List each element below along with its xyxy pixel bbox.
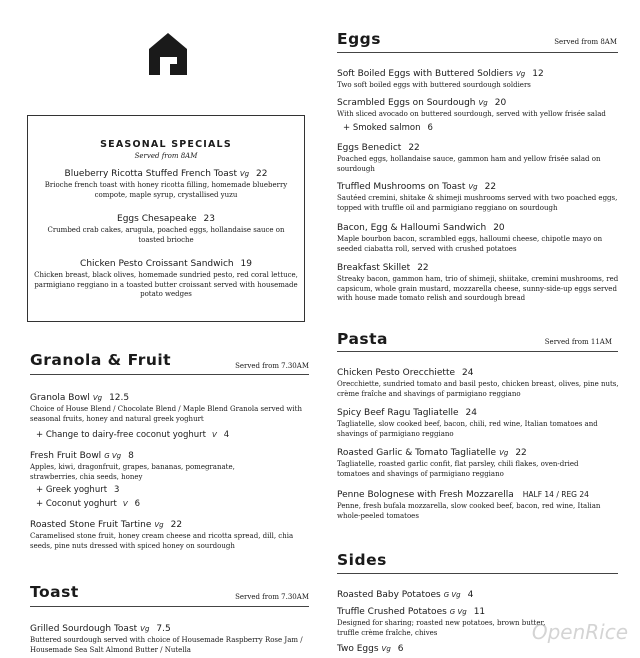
special-item — [34, 259, 298, 300]
item-price: 22 — [256, 169, 268, 179]
menu-item — [30, 520, 300, 551]
menu-item — [337, 182, 619, 213]
item-description: Apples, kiwi, dragonfruit, grapes, bananas, pomegranate, strawberries, chia seeds, honey — [30, 463, 235, 481]
granola-served-time: Served from 7.30AM — [235, 362, 309, 370]
item-price: 22 — [515, 448, 527, 458]
addon-price: 6 — [134, 499, 141, 509]
item-description: Orecchiette, sundried tomato and basil pesto, chicken breast, olives, pine nuts, crème fraîche and shavings of parmigiano reggiano — [337, 380, 619, 398]
item-name: Truffle Crushed Potatoes — [337, 607, 447, 617]
openrice-watermark: OpenRice — [531, 620, 628, 644]
item-name: Grilled Sourdough Toast — [30, 624, 138, 634]
item-description: Poached eggs, hollandaise sauce, gammon ham and yellow frisée salad on sourdough — [337, 155, 601, 173]
item-description: Tagliatelle, slow cooked beef, bacon, chili, red wine, Italian tomatoes and shavings of parmigiano reggiano — [337, 420, 598, 438]
item-price: 24 — [465, 408, 477, 418]
item-name: Chicken Pesto Croissant Sandwich — [80, 259, 234, 269]
section-divider — [30, 606, 309, 607]
house-logo-icon — [149, 33, 187, 75]
addon-option — [36, 499, 140, 509]
addon-label: + Smoked salmon — [343, 123, 421, 133]
item-description: Penne, fresh bufala mozzarella, slow cooked beef, bacon, red wine, Italian whole-peeled tomatoes — [337, 502, 601, 520]
menu-item — [337, 69, 619, 91]
item-name: Chicken Pesto Orecchiette — [337, 368, 456, 378]
item-description: Crumbed crab cakes, arugula, poached eggs, hollandaise sauce on toasted brioche — [47, 226, 285, 244]
addon-tag: V — [122, 500, 128, 508]
item-price: 6 — [397, 644, 404, 654]
granola-section-title: Granola & Fruit — [30, 351, 172, 369]
item-tag: Vg — [239, 170, 250, 178]
eggs-served-time: Served from 8AM — [554, 38, 617, 46]
item-name: Eggs Chesapeake — [117, 214, 197, 224]
item-tag: Vg — [515, 70, 526, 78]
addon-tag: V — [211, 431, 217, 439]
section-divider — [337, 351, 618, 352]
item-description: Brioche french toast with honey ricotta filling, homemade blueberry compote, maple syrup, crystallised yuzu — [44, 181, 288, 199]
specials-title: SEASONAL SPECIALS — [100, 139, 232, 150]
item-price: HALF 14 / REG 24 — [522, 490, 589, 499]
seasonal-specials-box — [27, 115, 305, 322]
toast-section-title: Toast — [30, 583, 79, 601]
item-name: Breakfast Skillet — [337, 263, 411, 273]
item-tag: G Vg — [449, 608, 467, 616]
menu-item — [337, 590, 619, 601]
section-divider — [30, 374, 309, 375]
addon-price: 4 — [223, 430, 230, 440]
item-name: Spicy Beef Ragu Tagliatelle — [337, 408, 459, 418]
item-price: 22 — [484, 182, 497, 192]
addon-label: + Greek yoghurt — [36, 485, 108, 495]
item-name: Penne Bolognese with Fresh Mozzarella — [337, 490, 514, 500]
menu-item — [337, 98, 619, 120]
addon-label: + Change to dairy-free coconut yoghurt — [36, 430, 206, 440]
item-description: Maple bourbon bacon, scrambled eggs, halloumi cheese, chipotle mayo on seeded ciabatta roll, served with crushed potatoes — [337, 235, 603, 253]
menu-item — [337, 607, 557, 638]
item-price: 8 — [128, 451, 134, 461]
item-price: 20 — [493, 223, 505, 233]
item-tag: Vg — [92, 394, 103, 402]
pasta-section-title: Pasta — [337, 330, 388, 348]
menu-item — [337, 263, 619, 304]
item-description: Streaky bacon, gammon ham, trio of shimeji, shiitake, cremini mushrooms, red capsicum, whole grain mustard, mozzarella cheese, sunny-side-up eggs served with house made tomato relish and sourdough bread — [337, 275, 619, 302]
menu-item — [337, 489, 619, 521]
item-price: 4 — [467, 590, 474, 600]
menu-item — [337, 143, 619, 174]
item-description: Caramelised stone fruit, honey cream cheese and ricotta spread, dill, chia seeds, pine nuts dressed with spiced honey on sourdough — [30, 532, 294, 550]
item-tag: Vg — [140, 625, 150, 633]
item-price: 12 — [532, 69, 544, 79]
item-name: Roasted Baby Potatoes — [337, 590, 441, 600]
toast-served-time: Served from 7.30AM — [235, 593, 309, 601]
item-name: Two Eggs — [337, 644, 379, 654]
item-description: With sliced avocado on buttered sourdough, served with yellow frisée salad — [337, 110, 606, 118]
item-price: 24 — [462, 368, 474, 378]
menu-item — [337, 223, 619, 254]
item-description: Tagliatelle, roasted garlic confit, flat parsley, chili flakes, oven-dried tomatoes and shavings of parmigiano reggiano — [337, 460, 579, 478]
item-name: Bacon, Egg & Halloumi Sandwich — [337, 223, 487, 233]
item-price: 22 — [408, 143, 420, 153]
sides-section-title: Sides — [337, 551, 387, 569]
item-tag: Vg — [381, 645, 391, 653]
item-price: 12.5 — [109, 393, 130, 403]
addon-option — [343, 123, 433, 133]
item-description: Choice of House Blend / Chocolate Blend / Maple Blend Granola served with seasonal fruits, honey and natural greek yoghurt — [30, 405, 302, 423]
addon-option — [36, 485, 119, 495]
item-price: 11 — [473, 607, 486, 617]
section-divider — [337, 52, 618, 53]
special-item — [34, 169, 298, 200]
menu-item — [30, 451, 310, 482]
section-divider — [337, 573, 618, 574]
item-name: Scrambled Eggs on Sourdough — [337, 98, 476, 108]
item-name: Soft Boiled Eggs with Buttered Soldiers — [337, 69, 513, 79]
item-name: Roasted Stone Fruit Tartine — [30, 520, 152, 530]
item-tag: Vg — [478, 99, 488, 107]
item-name: Roasted Garlic & Tomato Tagliatelle — [337, 448, 497, 458]
menu-item — [337, 448, 607, 479]
item-description: Designed for sharing; roasted new potatoes, brown butter, truffle crème fraîche, chives — [337, 619, 546, 637]
item-description: Buttered sourdough served with choice of Housemade Raspberry Rose Jam / Housemade Sea Salt Almond Butter / Nutella — [30, 636, 303, 654]
item-name: Eggs Benedict — [337, 143, 402, 153]
item-price: 22 — [170, 520, 183, 530]
addon-price: 6 — [427, 123, 433, 133]
item-name: Fresh Fruit Bowl — [30, 451, 102, 461]
item-price: 20 — [494, 98, 507, 108]
addon-option — [36, 430, 229, 440]
item-price: 23 — [203, 214, 215, 224]
special-item — [34, 214, 298, 245]
item-price: 7.5 — [156, 624, 171, 634]
item-price: 22 — [417, 263, 429, 273]
item-tag: Vg — [468, 183, 478, 191]
item-price: 19 — [240, 259, 252, 269]
menu-item — [337, 408, 607, 439]
specials-subtitle: Served from 8AM — [134, 152, 198, 160]
item-tag: Vg — [154, 521, 164, 529]
item-tag: G Vg — [443, 591, 461, 599]
item-tag: Vg — [499, 449, 509, 457]
item-name: Truffled Mushrooms on Toast — [337, 182, 466, 192]
addon-price: 3 — [114, 485, 120, 495]
pasta-served-time: Served from 11AM — [544, 338, 612, 346]
item-name: Granola Bowl — [30, 393, 90, 403]
menu-item — [337, 644, 619, 655]
menu-item — [30, 393, 310, 424]
menu-item — [30, 624, 310, 655]
item-name: Blueberry Ricotta Stuffed French Toast — [64, 169, 238, 179]
eggs-section-title: Eggs — [337, 30, 382, 48]
menu-item — [337, 368, 619, 399]
item-description: Chicken breast, black olives, homemade sundried pesto, red coral lettuce, parmigiano reggiano in a toasted butter croissant served with housemade potato wedges — [34, 271, 298, 298]
addon-label: + Coconut yoghurt — [36, 499, 117, 509]
item-tag: G Vg — [104, 452, 122, 460]
item-description: Two soft boiled eggs with buttered sourdough soldiers — [337, 81, 531, 89]
item-description: Sautéed cremini, shitake & shimeji mushrooms served with two poached eggs, topped with truffle oil and parmigiano reggiano on sourdough — [337, 194, 618, 212]
